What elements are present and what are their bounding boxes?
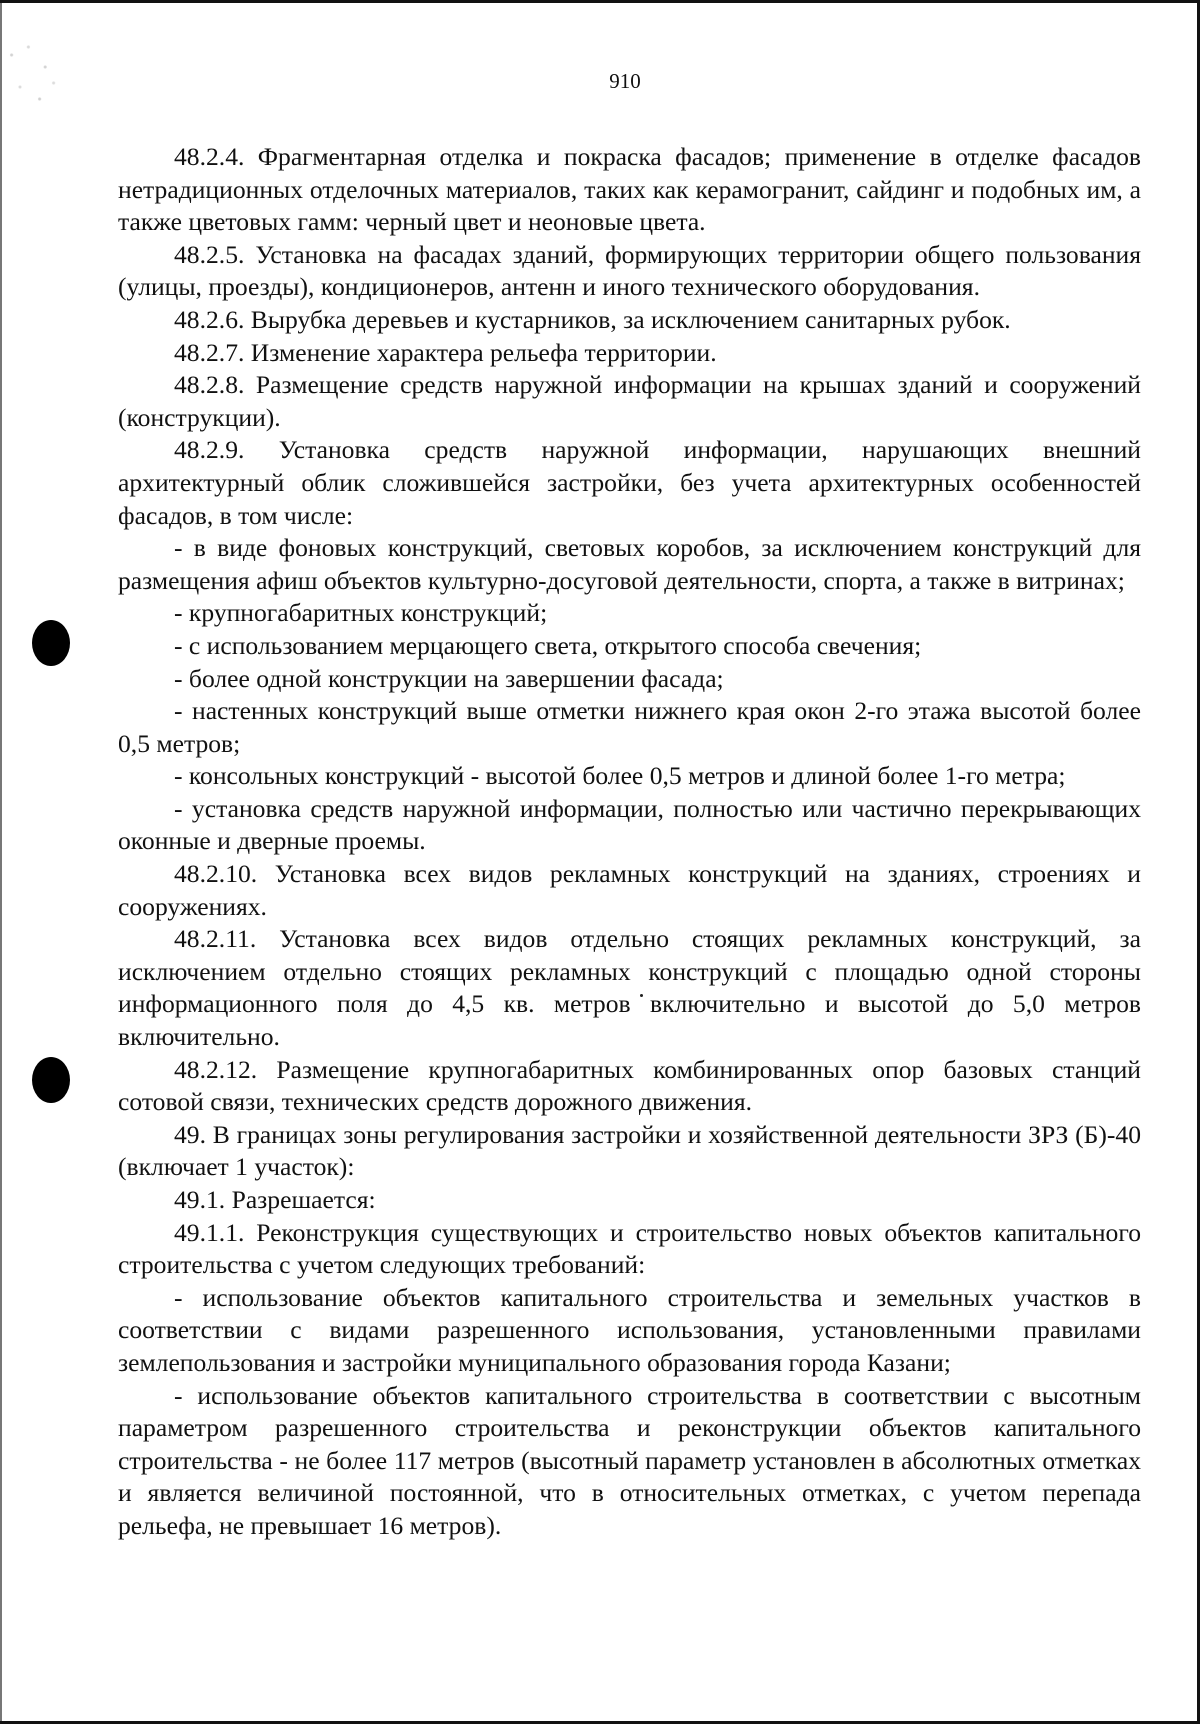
paragraph-48-2-6: 48.2.6. Вырубка деревьев и кустарников, за исключением санитарных рубок.: [174, 304, 1011, 334]
paragraph-48-2-5: 48.2.5. Установка на фасадах зданий, формирующих территории общего пользования (улицы, проезды), кондиционеров, антенн и иного технического оборудования.: [118, 239, 1141, 302]
paragraph-49: 49. В границах зоны регулирования застройки и хозяйственной деятельности ЗРЗ (Б)-40 (включает 1 участок):: [118, 1119, 1141, 1182]
list-item: - установка средств наружной информации, полностью или частично перекрывающих оконные и дверные проемы.: [118, 793, 1141, 856]
punch-hole-icon: [32, 1057, 70, 1103]
document-body: [118, 141, 1141, 1543]
paragraph-48-2-7: 48.2.7. Изменение характера рельефа территории.: [174, 337, 717, 367]
punch-hole-icon: [32, 620, 70, 666]
paragraph-48-2-9: 48.2.9. Установка средств наружной информации, нарушающих внешний архитектурный облик сложившейся застройки, без учета архитектурных особенностей фасадов, в том числе:: [118, 435, 1141, 530]
list-item: - консольных конструкций - высотой более 0,5 метров и длиной более 1-го метра;: [174, 761, 1066, 791]
list-item: - более одной конструкции на завершении фасада;: [174, 663, 724, 693]
paragraph-48-2-8: 48.2.8. Размещение средств наружной информации на крышах зданий и сооружений (конструкции).: [118, 370, 1141, 432]
list-item: - в виде фоновых конструкций, световых коробов, за исключением конструкций для размещения афиш объектов культурно-досуговой деятельности, спорта, а также в витринах;: [118, 533, 1141, 595]
page-number: 910: [609, 69, 641, 93]
list-item: - настенных конструкций выше отметки нижнего края окон 2-го этажа высотой более 0,5 метров;: [118, 696, 1141, 758]
list-item: - использование объектов капитального строительства и земельных участков в соответствии с видами разрешенного использования, установленными правилами землепользования и застройки муниципального образования города Казани;: [118, 1282, 1141, 1377]
scan-left-edge: [0, 3, 2, 1721]
list-item: - крупногабаритных конструкций;: [174, 598, 548, 628]
paragraph-48-2-11: 48.2.11. Установка всех видов отдельно стоящих рекламных конструкций, за исключением отдельно стоящих рекламных конструкций с площадью одной стороны информационного поля до 4,5 кв. метров включительно и высотой до 5,0 метров включительно.: [118, 924, 1141, 1052]
list-item: - использование объектов капитального строительства в соответствии с высотным параметром разрешенного строительства и реконструкции объектов капитального строительства - не более 117 метров (высотный параметр установлен в абсолютных отметках и является величиной постоянной, что в относительных отметках, с учетом перепада рельефа, не превышает 16 метров).: [118, 1380, 1141, 1540]
paragraph-48-2-4: 48.2.4. Фрагментарная отделка и покраска фасадов; применение в отделке фасадов нетрадиционных отделочных материалов, таких как керамогранит, сайдинг и подобных им, а также цветовых гамм: черный цвет и неоновые цвета.: [118, 142, 1141, 237]
paragraph-48-2-12: 48.2.12. Размещение крупногабаритных комбинированных опор базовых станций сотовой связи, технических средств дорожного движения.: [118, 1054, 1141, 1117]
list-item: - с использованием мерцающего света, открытого способа свечения;: [174, 630, 922, 660]
paragraph-48-2-10: 48.2.10. Установка всех видов рекламных конструкций на зданиях, строениях и сооружениях.: [118, 859, 1141, 921]
paragraph-49-1-1: 49.1.1. Реконструкция существующих и строительство новых объектов капитального строительства с учетом следующих требований:: [118, 1217, 1141, 1280]
paragraph-49-1: 49.1. Разрешается:: [174, 1185, 376, 1214]
